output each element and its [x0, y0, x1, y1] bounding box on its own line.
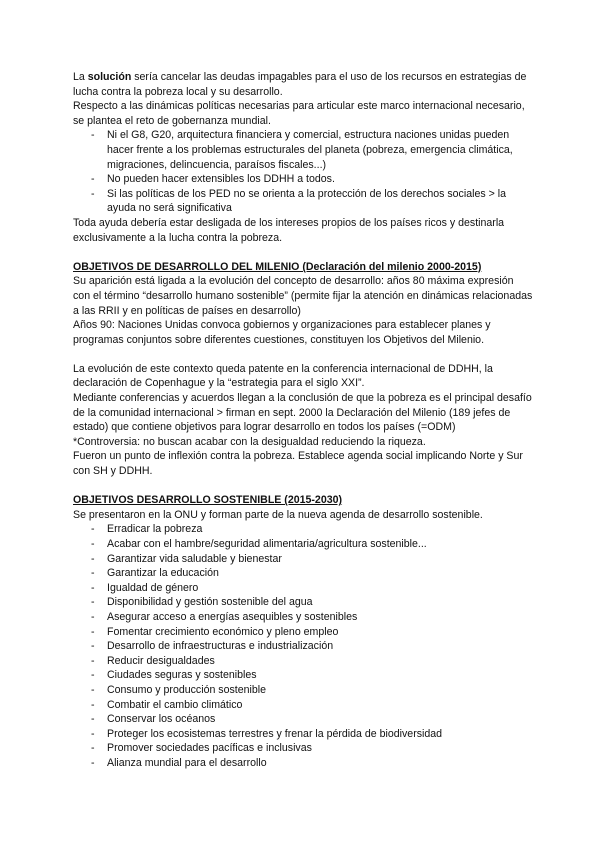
document-body	[73, 70, 533, 771]
list-item: - Proteger los ecosistemas terrestres y frenar la pérdida de biodiversidad	[73, 727, 533, 742]
odm-paragraph: Años 90: Naciones Unidas convoca gobiernos y organizaciones para establecer planes y programas conjuntos sobre diferentes cuestiones, constituyen los Objetivos del Milenio.	[73, 319, 491, 346]
list-item: - Consumo y producción sostenible	[73, 683, 533, 698]
list-item: - Acabar con el hambre/seguridad alimentaria/agricultura sostenible...	[73, 537, 533, 552]
odm-paragraph: La evolución de este contexto queda patente en la conferencia internacional de DDHH, la declaración de Copenhague y la “estrategia para el siglo XXI”.	[73, 362, 493, 390]
list-item: - Reducir desigualdades	[73, 654, 533, 669]
odm-paragraph: Su aparición está ligada a la evolución del concepto de desarrollo: años 80 máxima expresión con el término “desarrollo humano sostenible” (permite fijar la atención en dinámicas relacionadas a las RRII y en políticas de países en desarrollo)	[73, 275, 533, 317]
list-item: - Promover sociedades pacíficas e inclusivas	[73, 741, 533, 756]
list-item: - Alianza mundial para el desarrollo	[73, 756, 533, 771]
list-item: - Garantizar la educación	[73, 566, 533, 581]
list-item: - Igualdad de género	[73, 581, 533, 596]
odm-heading: OBJETIVOS DE DESARROLLO DEL MILENIO (Declaración del milenio 2000-2015)	[73, 260, 482, 273]
intro-text-end: sería cancelar las deudas impagables para el uso de los recursos en estrategias de lucha contra la pobreza local y su desarrollo.	[73, 71, 527, 98]
list-item: - Conservar los océanos	[73, 712, 533, 727]
ods-heading: OBJETIVOS DESARROLLO SOSTENIBLE (2015-2030)	[73, 494, 343, 507]
spacer	[73, 479, 533, 494]
list-item: - Disponibilidad y gestión sostenible del agua	[73, 595, 533, 610]
spacer	[73, 347, 533, 362]
list-item: - Fomentar crecimiento económico y pleno empleo	[73, 625, 533, 640]
ods-intro: Se presentaron en la ONU y forman parte de la nueva agenda de desarrollo sostenible.	[73, 508, 483, 521]
intro-bold-term: solución	[87, 71, 132, 83]
spacer	[73, 245, 533, 260]
list-item: - Ciudades seguras y sostenibles	[73, 668, 533, 683]
list-item: - Erradicar la pobreza	[73, 522, 533, 537]
politicas-paragraph: Respecto a las dinámicas políticas necesarias para articular este marco internacional necesario, se plantea el reto de gobernanza mundial.	[73, 100, 525, 127]
gobernanza-bullet-list	[73, 128, 533, 216]
list-item: - Combatir el cambio climático	[73, 698, 533, 713]
ods-list	[73, 522, 533, 770]
odm-paragraph: Fueron un punto de inflexión contra la pobreza. Establece agenda social implicando Norte y Sur con SH y DDHH.	[73, 450, 523, 478]
odm-paragraph: Mediante conferencias y acuerdos llegan a la conclusión de que la pobreza es el principal desafío de la comunidad internacional > firman en sept. 2000 la Declaración del Milenio (189 jefes de estado) que contiene objetivos para lograr desarrollo en todos los países (=ODM)	[73, 392, 532, 434]
intro-text-start: La	[73, 71, 88, 83]
list-item: - Asegurar acceso a energías asequibles y sostenibles	[73, 610, 533, 625]
list-item: - Desarrollo de infraestructuras e industrialización	[73, 639, 533, 654]
list-item: - Ni el G8, G20, arquitectura financiera y comercial, estructura naciones unidas pueden hacer frente a los problemas estructurales del planeta (pobreza, emergencia climática, migraciones, delincuencia, paraísos fiscales...)	[73, 128, 533, 172]
intro-paragraph	[73, 70, 533, 99]
list-item: - Si las políticas de los PED no se orienta a la protección de los derechos sociales > la ayuda no será significativa	[73, 187, 533, 216]
odm-controversia: *Controversia: no buscan acabar con la desigualdad reduciendo la riqueza.	[73, 435, 426, 448]
list-item: - No pueden hacer extensibles los DDHH a todos.	[73, 172, 533, 187]
list-item: - Garantizar vida saludable y bienestar	[73, 552, 533, 567]
ayuda-paragraph: Toda ayuda debería estar desligada de los intereses propios de los países ricos y destinarla exclusivamente a la lucha contra la pobreza.	[73, 216, 505, 244]
